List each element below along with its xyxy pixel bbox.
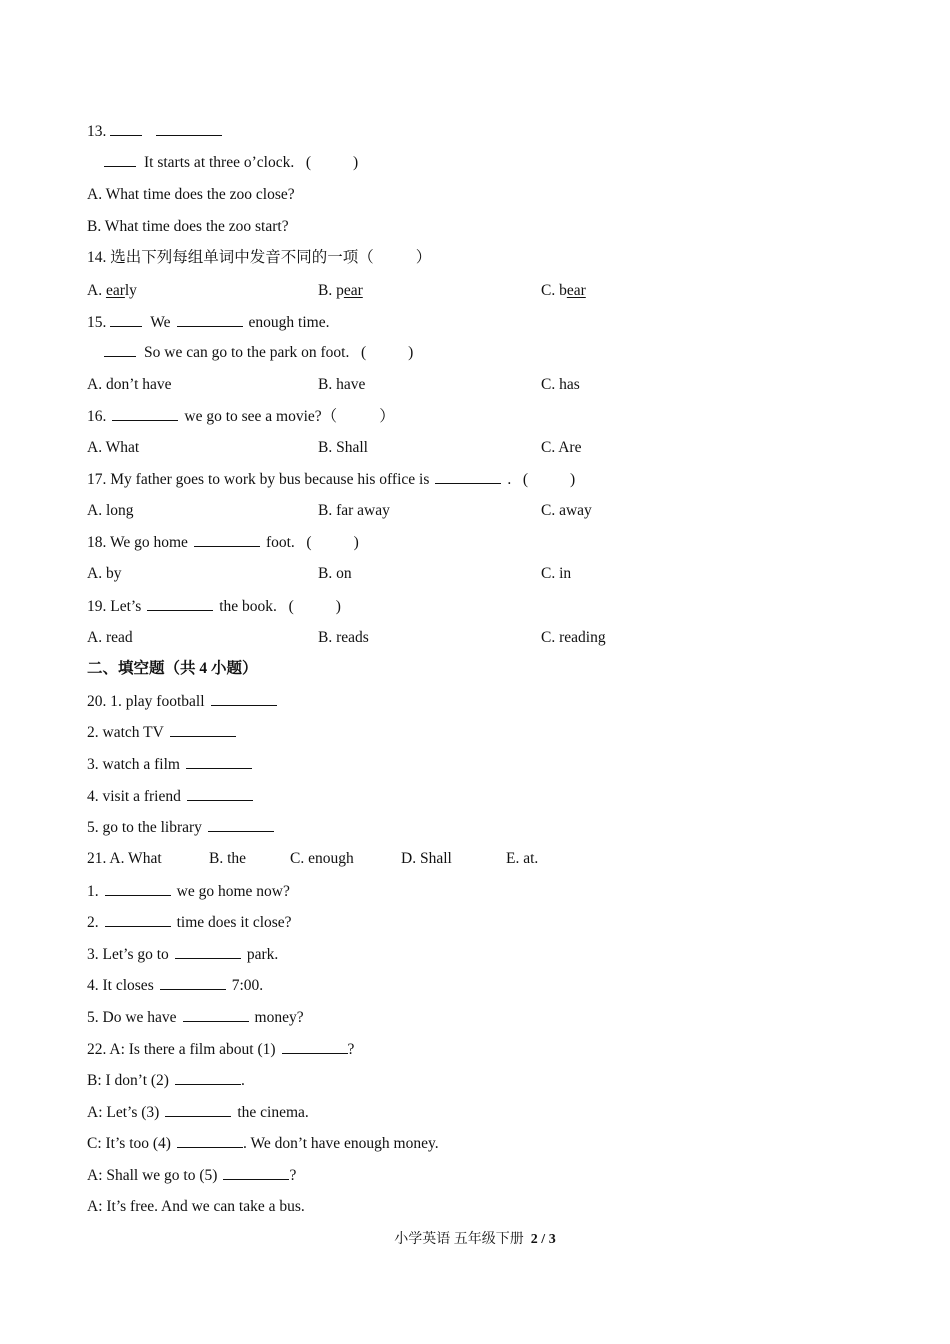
q21-option: C. enough — [290, 850, 354, 867]
q20-item: 3. watch a film — [87, 754, 258, 775]
q18-option-b: B. on — [318, 565, 352, 582]
q14-prompt: 14. 选出下列每组单词中发音不同的一项（ ） — [87, 249, 432, 266]
q21-option: E. at. — [506, 850, 539, 867]
q19-prompt: 19. Let’s the book. ( ) — [87, 598, 341, 615]
dialog-dash — [110, 125, 142, 136]
q13-number: 13. — [87, 123, 107, 140]
q15-option-b: B. have — [318, 376, 366, 393]
q18-option-c: C. in — [541, 565, 572, 582]
q17-prompt: 17. My father goes to work by bus because his office is . ( ) — [87, 471, 576, 488]
q13-answer: It starts at three o’clock. ( ) — [104, 153, 358, 173]
q21-blank — [105, 881, 171, 896]
q20-blank — [211, 691, 277, 706]
q15-option-a: A. don’t have — [87, 376, 172, 393]
q16-option-c: C. Are — [541, 439, 582, 456]
q19-options — [87, 628, 606, 648]
q15-blank — [177, 312, 243, 327]
q15-option-c: C. has — [541, 376, 580, 393]
q21-blank — [183, 1007, 249, 1022]
q16-blank — [112, 406, 178, 421]
q19-option-a: A. read — [87, 629, 133, 646]
q22-blank — [282, 1039, 348, 1054]
q20-item: 2. watch TV — [87, 722, 242, 743]
q18-option-a: A. by — [87, 565, 122, 582]
q22-blank — [177, 1133, 243, 1148]
q22-blank — [223, 1165, 289, 1180]
q21-option: D. Shall — [401, 850, 452, 867]
q21-line: 5. Do we have money? — [87, 1009, 304, 1026]
q14-option-a: A. early — [87, 282, 137, 299]
dialog-dash — [104, 156, 136, 167]
q19-option-b: B. reads — [318, 629, 369, 646]
q22-line: A: Shall we go to (5) ? — [87, 1167, 297, 1184]
q21-blank — [105, 912, 171, 927]
q16-options — [87, 438, 582, 458]
q14-option-c: C. bear — [541, 282, 586, 299]
q13-option-b: B. What time does the zoo start? — [87, 218, 289, 235]
page-number: 2 — [530, 1232, 538, 1247]
q16-option-b: B. Shall — [318, 439, 368, 456]
q20-item: 5. go to the library — [87, 817, 280, 838]
q15-prompt: 15. We enough time. — [87, 314, 330, 331]
q19-blank — [147, 596, 213, 611]
q21-line: 2. time does it close? — [87, 914, 292, 931]
q16-prompt: 16. we go to see a movie?（ ） — [87, 408, 395, 425]
q21-option: 21. A. What — [87, 850, 162, 867]
q22-line: 22. A: Is there a film about (1) ? — [87, 1041, 355, 1058]
q22-line: A: Let’s (3) the cinema. — [87, 1104, 309, 1121]
q17-blank — [435, 469, 501, 484]
q22-line: B: I don’t (2) . — [87, 1072, 245, 1089]
q18-prompt: 18. We go home foot. ( ) — [87, 534, 359, 551]
q17-options — [87, 501, 592, 521]
dialog-dash — [110, 316, 142, 327]
q20-blank — [186, 754, 252, 769]
q21-blank — [175, 944, 241, 959]
q20-item: 4. visit a friend — [87, 786, 259, 807]
page-total: 3 — [548, 1232, 556, 1247]
q18-blank — [194, 532, 260, 547]
q22-blank — [165, 1102, 231, 1117]
q21-blank — [160, 975, 226, 990]
q17-option-c: C. away — [541, 502, 592, 519]
q15-answer: So we can go to the park on foot. ( ) — [104, 343, 413, 363]
q13-option-a: A. What time does the zoo close? — [87, 186, 295, 203]
q21-line: 3. Let’s go to park. — [87, 946, 279, 963]
q14-option-b: B. pear — [318, 282, 363, 299]
q22-blank — [175, 1070, 241, 1085]
q17-option-a: A. long — [87, 502, 134, 519]
q20-blank — [170, 722, 236, 737]
q18-options — [87, 564, 572, 584]
q19-option-c: C. reading — [541, 629, 606, 646]
q13-blank — [156, 121, 222, 136]
footer-subject: 小学英语 五年级下册 — [394, 1232, 524, 1247]
q20-item: 20. 1. play football — [87, 691, 283, 712]
q14-options — [87, 281, 586, 301]
page-separator: / — [541, 1232, 546, 1247]
q20-blank — [208, 817, 274, 832]
q20-blank — [187, 786, 253, 801]
q22-last-line: A: It’s free. And we can take a bus. — [87, 1198, 305, 1215]
q17-option-b: B. far away — [318, 502, 390, 519]
dialog-dash — [104, 346, 136, 357]
q22-line: C: It’s too (4) . We don’t have enough money. — [87, 1135, 439, 1152]
q15-options — [87, 375, 580, 395]
q21-option: B. the — [209, 850, 247, 867]
page-footer — [0, 1228, 950, 1248]
q13-prompt — [87, 121, 228, 142]
section-heading: 二、填空题（共 4 小题） — [87, 660, 258, 677]
q21-line: 1. we go home now? — [87, 883, 290, 900]
q21-options — [87, 849, 539, 869]
q16-option-a: A. What — [87, 439, 140, 456]
q21-line: 4. It closes 7:00. — [87, 977, 264, 994]
